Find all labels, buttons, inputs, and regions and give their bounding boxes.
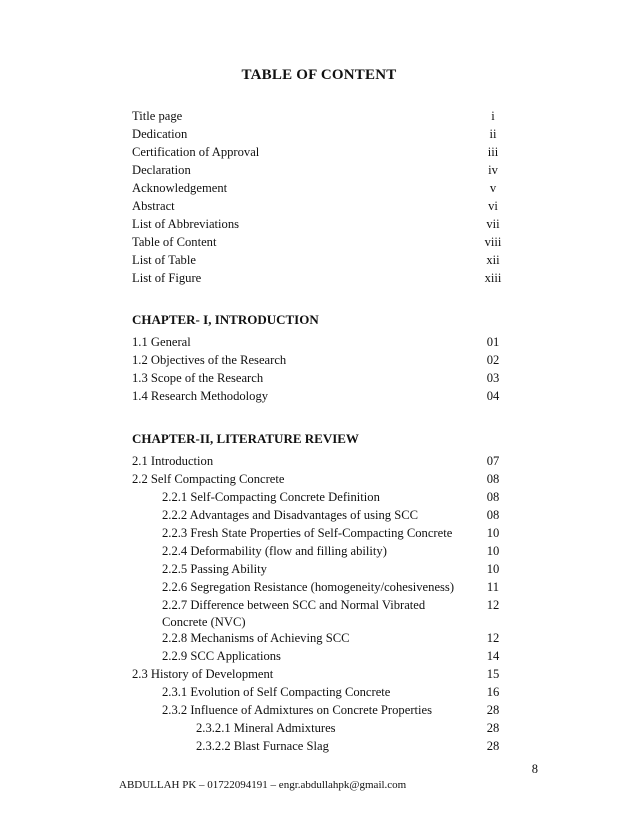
toc-entry-label: 1.1 General bbox=[132, 335, 191, 349]
toc-entry bbox=[132, 648, 508, 665]
toc-entry-page: vi bbox=[488, 199, 498, 213]
toc-entry-page: 03 bbox=[486, 371, 500, 385]
toc-entry-label: Acknowledgement bbox=[132, 181, 228, 195]
toc-entry-page: 08 bbox=[486, 508, 500, 522]
toc-entry-page: viii bbox=[484, 235, 502, 249]
toc-entry-label: Declaration bbox=[132, 163, 191, 177]
toc-entry-page: 28 bbox=[486, 739, 500, 753]
toc-entry-page: 12 bbox=[486, 631, 500, 645]
toc-entry bbox=[132, 108, 508, 125]
toc-entry-label: Title page bbox=[132, 109, 183, 123]
toc-entry bbox=[132, 471, 508, 488]
toc-entry-page: iv bbox=[488, 163, 498, 177]
toc-entry bbox=[132, 252, 508, 269]
toc-entry-page: 04 bbox=[486, 389, 500, 403]
toc-entry-page: 14 bbox=[486, 649, 500, 663]
toc-entry-label: 2.2 Self Compacting Concrete bbox=[132, 472, 285, 486]
toc-entry-label: 2.3.2.1 Mineral Admixtures bbox=[196, 721, 336, 735]
page-number: 8 bbox=[531, 762, 538, 776]
toc-entry-label: 2.3.1 Evolution of Self Compacting Concrete bbox=[162, 685, 391, 699]
toc-entry-label: 2.2.4 Deformability (flow and filling ability) bbox=[162, 544, 387, 558]
toc-entry-label: 2.2.1 Self-Compacting Concrete Definition bbox=[162, 490, 380, 504]
toc-entry bbox=[132, 525, 508, 542]
toc-entry-label: 2.2.8 Mechanisms of Achieving SCC bbox=[162, 631, 350, 645]
toc-entry bbox=[132, 666, 508, 683]
toc-entry bbox=[132, 180, 508, 197]
toc-entry bbox=[132, 579, 508, 596]
toc-entry-page: 28 bbox=[486, 721, 500, 735]
toc-entry-label: List of Figure bbox=[132, 271, 202, 285]
toc-entry-label: 2.3 History of Development bbox=[132, 667, 274, 681]
toc-entry bbox=[132, 270, 508, 287]
toc-entry-label: 2.2.3 Fresh State Properties of Self-Compacting Concrete bbox=[162, 526, 453, 540]
toc-entry-page: 10 bbox=[486, 544, 500, 558]
toc-entry bbox=[132, 334, 508, 351]
toc-entry bbox=[132, 507, 508, 524]
toc-entry-page: ii bbox=[489, 127, 497, 141]
toc-entry-label: Certification of Approval bbox=[132, 145, 260, 159]
toc-entry-label: 2.3.2.2 Blast Furnace Slag bbox=[196, 739, 329, 753]
toc-entry-page: 10 bbox=[486, 562, 500, 576]
toc-entry-label: 2.3.2 Influence of Admixtures on Concrete Properties bbox=[162, 703, 432, 717]
toc-entry bbox=[132, 720, 508, 737]
toc-entry-label: Abstract bbox=[132, 199, 175, 213]
toc-entry-page: 15 bbox=[486, 667, 500, 681]
toc-entry-page: 10 bbox=[486, 526, 500, 540]
chapter-heading: CHAPTER-II, LITERATURE REVIEW bbox=[132, 431, 359, 446]
toc-entry-label: 2.2.6 Segregation Resistance (homogeneity/cohesiveness) bbox=[162, 580, 455, 594]
toc-entry-page: 12 bbox=[486, 598, 500, 612]
toc-entry bbox=[132, 126, 508, 143]
toc-entry bbox=[132, 453, 508, 470]
toc-entry-page: 07 bbox=[486, 454, 500, 468]
toc-entry-label: 2.2.5 Passing Ability bbox=[162, 562, 267, 576]
toc-entry bbox=[132, 388, 508, 405]
toc-entry bbox=[132, 597, 508, 631]
toc-entry bbox=[132, 352, 508, 369]
toc-entry-label: Table of Content bbox=[132, 235, 217, 249]
toc-entry-page: vii bbox=[486, 217, 500, 231]
toc-entry-label: Dedication bbox=[132, 127, 188, 141]
toc-entry bbox=[132, 144, 508, 161]
toc-entry-label: List of Table bbox=[132, 253, 196, 267]
toc-entry-label: List of Abbreviations bbox=[132, 217, 240, 231]
toc-entry bbox=[132, 561, 508, 578]
toc-entry-page: v bbox=[489, 181, 497, 195]
page-title: TABLE OF CONTENT bbox=[241, 67, 397, 83]
toc-entry-page: 08 bbox=[486, 472, 500, 486]
toc-entry-label: 2.1 Introduction bbox=[132, 454, 214, 468]
toc-entry bbox=[132, 370, 508, 387]
chapter-heading: CHAPTER- I, INTRODUCTION bbox=[132, 312, 319, 327]
toc-entry bbox=[132, 489, 508, 506]
toc-entry-page: i bbox=[491, 109, 495, 123]
toc-entry-page: 11 bbox=[486, 580, 500, 594]
page-footer: ABDULLAH PK – 01722094191 – engr.abdullahpk@gmail.com bbox=[119, 779, 407, 791]
toc-entry bbox=[132, 543, 508, 560]
toc-entry bbox=[132, 216, 508, 233]
toc-entry-page: xii bbox=[486, 253, 500, 267]
toc-entry bbox=[132, 684, 508, 701]
toc-entry-page: 16 bbox=[486, 685, 500, 699]
toc-entry-label: 2.2.7 Difference between SCC and Normal Vibrated Concrete (NVC) bbox=[162, 598, 426, 629]
toc-entry bbox=[132, 162, 508, 179]
toc-entry bbox=[132, 738, 508, 755]
toc-entry-label: 1.2 Objectives of the Research bbox=[132, 353, 287, 367]
toc-entry-label: 2.2.2 Advantages and Disadvantages of using SCC bbox=[162, 508, 419, 522]
toc-entry-page: 01 bbox=[486, 335, 500, 349]
toc-entry bbox=[132, 198, 508, 215]
toc-entry-page: 02 bbox=[486, 353, 500, 367]
toc-entry-page: 28 bbox=[486, 703, 500, 717]
toc-entry-page: xiii bbox=[484, 271, 502, 285]
toc-entry-page: iii bbox=[487, 145, 499, 159]
toc-entry-label: 2.2.9 SCC Applications bbox=[162, 649, 281, 663]
toc-entry bbox=[132, 630, 508, 647]
toc-entry bbox=[132, 702, 508, 719]
toc-entry bbox=[132, 234, 508, 251]
toc-entry-label: 1.3 Scope of the Research bbox=[132, 371, 264, 385]
toc-entry-page: 08 bbox=[486, 490, 500, 504]
toc-entry-label: 1.4 Research Methodology bbox=[132, 389, 269, 403]
